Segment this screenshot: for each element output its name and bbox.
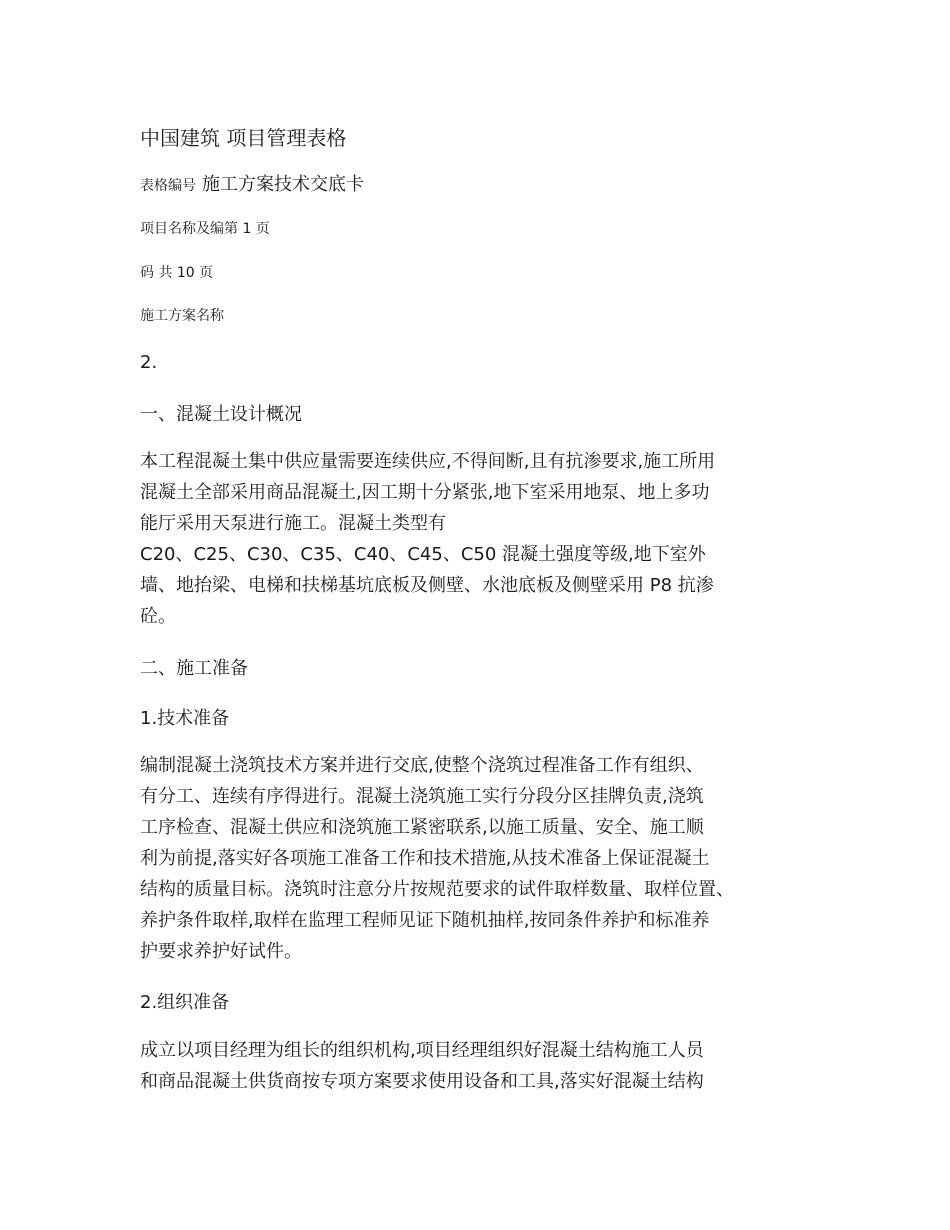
project-name-line-1: 项目名称及编第 1 页 (140, 221, 270, 237)
paragraph-line: 结构的质量目标。浇筑时注意分片按规范要求的试件取样数量、取样位置、 (140, 879, 734, 900)
paragraph-line: 混凝土全部采用商品混凝土,因工期十分紧张,地下室采用地泵、地上多功 (140, 482, 710, 503)
document-title: 中国建筑 项目管理表格 (140, 126, 347, 150)
paragraph-line: 工序检查、混凝土供应和浇筑施工紧密联系,以施工质量、安全、施工顺 (140, 817, 704, 838)
paragraph-line: 利为前提,落实好各项施工准备工作和技术措施,从技术准备上保证混凝土 (140, 848, 710, 869)
paragraph-line: 和商品混凝土供货商按专项方案要求使用设备和工具,落实好混凝土结构 (140, 1071, 704, 1092)
sub2-paragraph (140, 1035, 830, 1097)
paragraph-line: 墙、地抬梁、电梯和扶梯基坑底板及侧壁、水池底板及侧壁采用 P8 抗渗 (140, 575, 714, 596)
section2-heading: 二、施工准备 (140, 658, 248, 679)
paragraph-line: 护要求养护好试件。 (140, 941, 302, 962)
paragraph-line: 砼。 (140, 606, 176, 627)
sub1-heading: 1.技术准备 (140, 708, 230, 729)
paragraph-line: 编制混凝土浇筑技术方案并进行交底,使整个浇筑过程准备工作有组织、 (140, 755, 704, 776)
sub1-paragraph (140, 750, 830, 967)
paragraph-line: C20、C25、C30、C35、C40、C45、C50 混凝土强度等级,地下室外 (140, 544, 706, 565)
section-number: 2. (140, 352, 158, 373)
paragraph-line: 成立以项目经理为组长的组织机构,项目经理组织好混凝土结构施工人员 (140, 1040, 704, 1061)
paragraph-line: 本工程混凝土集中供应量需要连续供应,不得间断,且有抗渗要求,施工所用 (140, 451, 716, 472)
section1-paragraph (140, 446, 830, 632)
section1-heading: 一、混凝土设计概况 (140, 404, 302, 425)
sub2-heading: 2.组织准备 (140, 992, 230, 1013)
form-name: 施工方案技术交底卡 (202, 174, 364, 195)
paragraph-line: 有分工、连续有序得进行。混凝土浇筑施工实行分段分区挂牌负责,浇筑 (140, 786, 704, 807)
plan-name-label: 施工方案名称 (140, 308, 224, 324)
form-number-label: 表格编号 (140, 178, 196, 194)
paragraph-line: 养护条件取样,取样在监理工程师见证下随机抽样,按同条件养护和标准养 (140, 910, 710, 931)
paragraph-line: 能厅采用天泵进行施工。混凝土类型有 (140, 513, 446, 534)
form-number-row (140, 170, 364, 196)
project-name-line-2: 码 共 10 页 (140, 265, 214, 281)
